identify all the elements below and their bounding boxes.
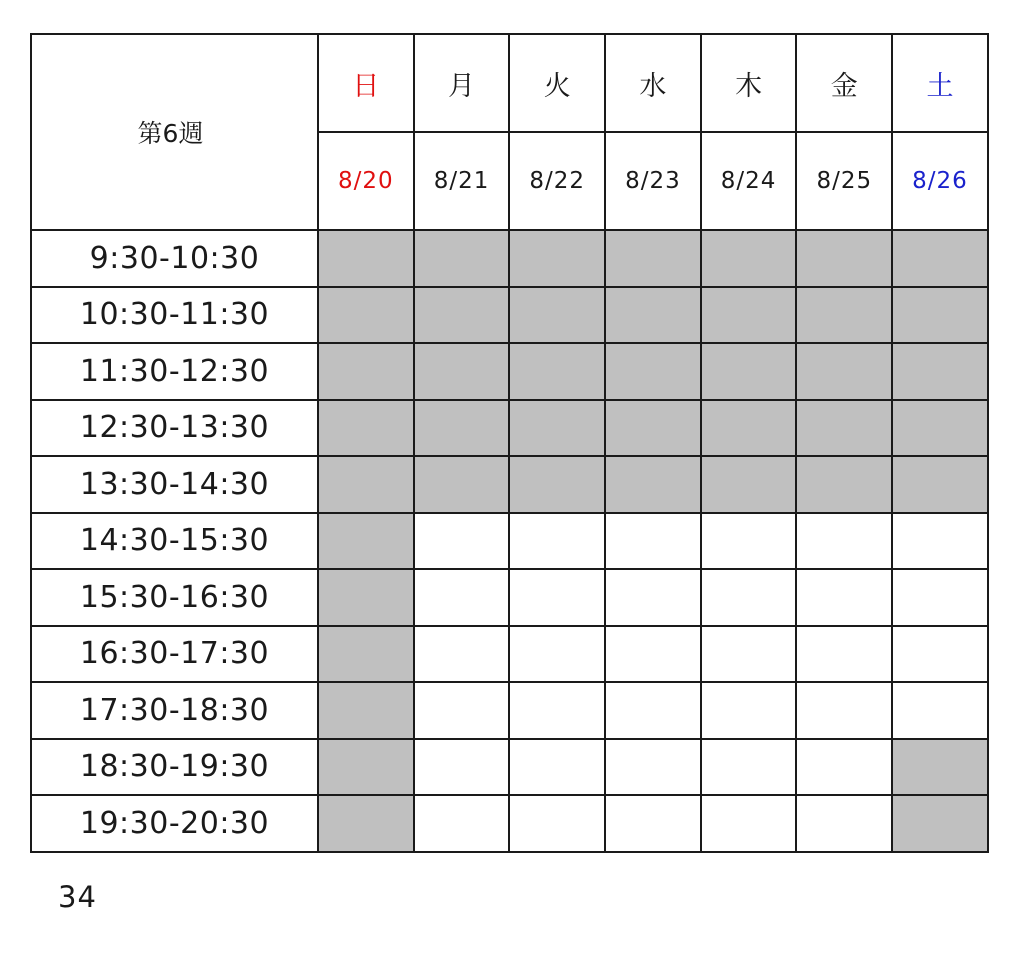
date-header: 8/26 <box>892 132 988 230</box>
time-slot-row <box>31 400 988 457</box>
schedule-cell-open <box>414 569 510 626</box>
schedule-cell-open <box>605 626 701 683</box>
time-slot-row <box>31 287 988 344</box>
schedule-cell-closed <box>509 287 605 344</box>
schedule-cell-open <box>796 795 892 852</box>
schedule-cell-open <box>509 739 605 796</box>
date-header: 8/23 <box>605 132 701 230</box>
schedule-body <box>31 34 988 852</box>
date-header: 8/21 <box>414 132 510 230</box>
schedule-cell-closed <box>892 795 988 852</box>
date-header: 8/20 <box>318 132 414 230</box>
time-slot-row <box>31 626 988 683</box>
schedule-cell-closed <box>414 230 510 287</box>
schedule-cell-open <box>701 626 797 683</box>
date-header: 8/25 <box>796 132 892 230</box>
schedule-cell-open <box>701 795 797 852</box>
schedule-cell-closed <box>318 400 414 457</box>
schedule-cell-open <box>796 682 892 739</box>
schedule-cell-open <box>414 795 510 852</box>
schedule-cell-open <box>796 626 892 683</box>
schedule-cell-closed <box>318 343 414 400</box>
schedule-cell-open <box>605 682 701 739</box>
schedule-cell-closed <box>318 739 414 796</box>
schedule-cell-closed <box>892 456 988 513</box>
time-slot-label: 16:30-17:30 <box>31 626 318 683</box>
schedule-cell-open <box>701 569 797 626</box>
schedule-cell-closed <box>509 456 605 513</box>
schedule-cell-open <box>605 795 701 852</box>
schedule-cell-closed <box>796 230 892 287</box>
schedule-cell-closed <box>318 456 414 513</box>
time-slot-label: 10:30-11:30 <box>31 287 318 344</box>
schedule-cell-closed <box>605 400 701 457</box>
schedule-cell-open <box>605 569 701 626</box>
time-slot-row <box>31 513 988 570</box>
weekday-header: 月 <box>414 34 510 132</box>
time-slot-label: 18:30-19:30 <box>31 739 318 796</box>
time-slot-row <box>31 682 988 739</box>
schedule-cell-open <box>796 569 892 626</box>
schedule-cell-closed <box>701 230 797 287</box>
schedule-cell-closed <box>701 287 797 344</box>
schedule-cell-closed <box>605 287 701 344</box>
schedule-cell-closed <box>796 343 892 400</box>
time-slot-label: 14:30-15:30 <box>31 513 318 570</box>
schedule-cell-open <box>509 569 605 626</box>
schedule-cell-open <box>414 513 510 570</box>
schedule-cell-closed <box>509 230 605 287</box>
schedule-cell-closed <box>605 456 701 513</box>
schedule-cell-closed <box>509 400 605 457</box>
schedule-cell-closed <box>414 287 510 344</box>
date-header: 8/22 <box>509 132 605 230</box>
schedule-cell-open <box>509 626 605 683</box>
schedule-cell-closed <box>318 513 414 570</box>
time-slot-label: 9:30-10:30 <box>31 230 318 287</box>
schedule-cell-closed <box>318 230 414 287</box>
time-slot-row <box>31 343 988 400</box>
schedule-cell-open <box>892 513 988 570</box>
schedule-cell-open <box>414 626 510 683</box>
schedule-cell-closed <box>318 569 414 626</box>
schedule-cell-closed <box>318 682 414 739</box>
schedule-cell-open <box>701 682 797 739</box>
schedule-cell-open <box>605 739 701 796</box>
schedule-cell-open <box>892 626 988 683</box>
schedule-cell-open <box>509 795 605 852</box>
schedule-cell-open <box>701 739 797 796</box>
schedule-cell-closed <box>318 287 414 344</box>
schedule-cell-closed <box>605 343 701 400</box>
weekday-header: 火 <box>509 34 605 132</box>
schedule-cell-closed <box>796 400 892 457</box>
schedule-cell-closed <box>414 400 510 457</box>
schedule-cell-closed <box>892 287 988 344</box>
weekday-header: 金 <box>796 34 892 132</box>
time-slot-row <box>31 230 988 287</box>
schedule-cell-closed <box>892 343 988 400</box>
schedule-cell-closed <box>796 287 892 344</box>
schedule-cell-closed <box>318 626 414 683</box>
schedule-cell-closed <box>318 795 414 852</box>
schedule-cell-open <box>892 682 988 739</box>
date-header: 8/24 <box>701 132 797 230</box>
schedule-cell-open <box>414 682 510 739</box>
week-label: 第6週 <box>31 34 318 230</box>
schedule-cell-closed <box>701 456 797 513</box>
weekday-header: 水 <box>605 34 701 132</box>
schedule-cell-closed <box>701 343 797 400</box>
schedule-cell-closed <box>892 739 988 796</box>
schedule-cell-closed <box>796 456 892 513</box>
schedule-cell-open <box>414 739 510 796</box>
time-slot-label: 11:30-12:30 <box>31 343 318 400</box>
time-slot-row <box>31 456 988 513</box>
schedule-table <box>30 33 989 853</box>
weekday-header: 土 <box>892 34 988 132</box>
time-slot-label: 17:30-18:30 <box>31 682 318 739</box>
schedule-cell-open <box>701 513 797 570</box>
page-number: 34 <box>58 880 97 914</box>
schedule-cell-open <box>892 569 988 626</box>
time-slot-row <box>31 795 988 852</box>
schedule-cell-closed <box>414 456 510 513</box>
schedule-cell-open <box>796 739 892 796</box>
weekday-header-row <box>31 34 988 132</box>
schedule-cell-closed <box>892 230 988 287</box>
schedule-cell-closed <box>701 400 797 457</box>
time-slot-label: 19:30-20:30 <box>31 795 318 852</box>
schedule-cell-open <box>605 513 701 570</box>
schedule-cell-open <box>509 513 605 570</box>
time-slot-label: 15:30-16:30 <box>31 569 318 626</box>
schedule-cell-closed <box>509 343 605 400</box>
time-slot-label: 12:30-13:30 <box>31 400 318 457</box>
schedule-cell-open <box>509 682 605 739</box>
schedule-cell-closed <box>414 343 510 400</box>
schedule-cell-closed <box>892 400 988 457</box>
time-slot-row <box>31 569 988 626</box>
schedule-cell-open <box>796 513 892 570</box>
schedule-cell-closed <box>605 230 701 287</box>
time-slot-label: 13:30-14:30 <box>31 456 318 513</box>
weekday-header: 日 <box>318 34 414 132</box>
weekday-header: 木 <box>701 34 797 132</box>
time-slot-row <box>31 739 988 796</box>
